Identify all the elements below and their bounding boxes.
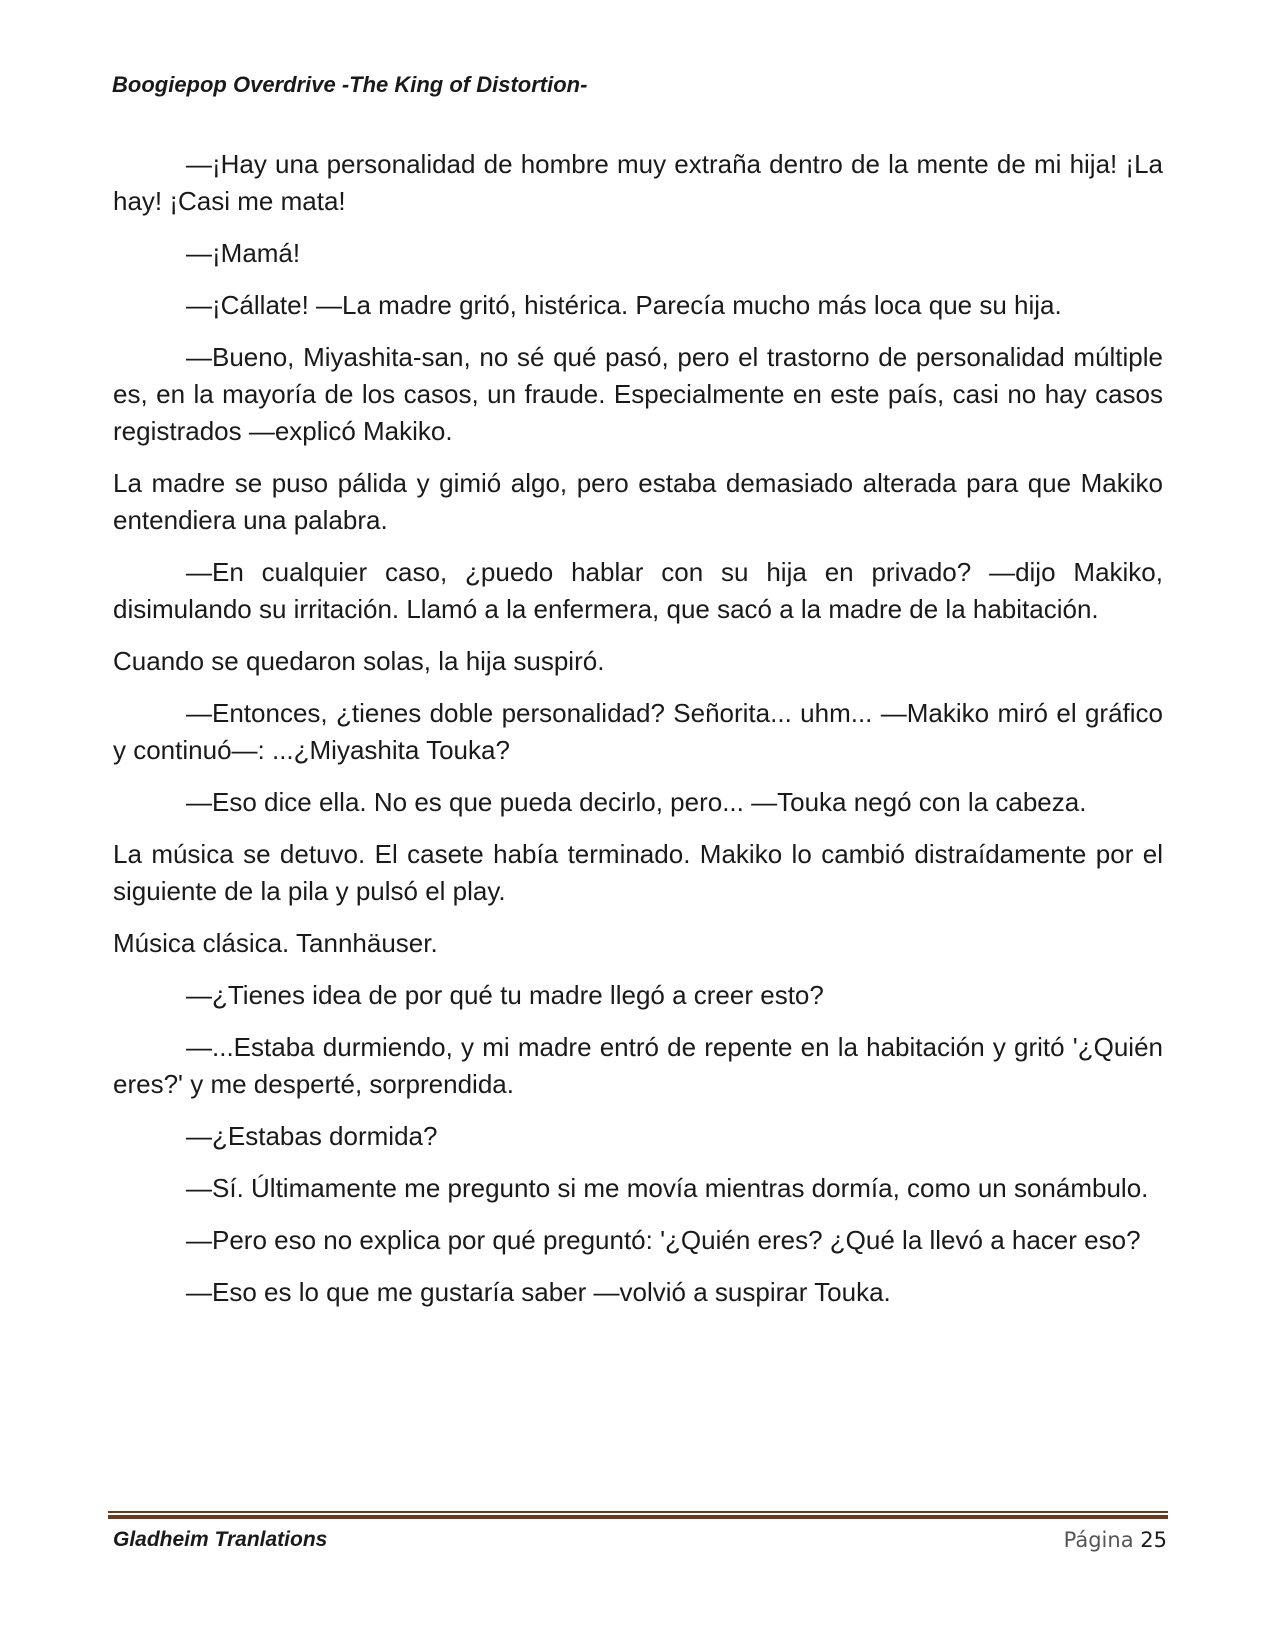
running-header-title: Boogiepop Overdrive -The King of Distortion- [112, 72, 588, 97]
paragraph: —¿Estabas dormida? [186, 1121, 438, 1151]
footer-divider [108, 1511, 1168, 1519]
paragraph: —¿Tienes idea de por qué tu madre llegó a creer esto? [186, 980, 824, 1010]
paragraph: Cuando se quedaron solas, la hija suspiró. [113, 646, 605, 676]
footer-publisher: Gladheim Tranlations [113, 1528, 328, 1551]
paragraph: —Eso dice ella. No es que pueda decirlo, pero... —Touka negó con la cabeza. [186, 787, 1087, 817]
paragraph: La madre se puso pálida y gimió algo, pero estaba demasiado alterada para que Makiko entendiera una palabra. [113, 468, 1163, 535]
page-label: Página [1063, 1528, 1134, 1552]
footer-divider-thin-line [108, 1511, 1168, 1513]
page-number: 25 [1140, 1528, 1167, 1552]
paragraph: —Pero eso no explica por qué preguntó: '¿Quién eres? ¿Qué la llevó a hacer eso? [186, 1225, 1141, 1255]
paragraph: —¡Hay una personalidad de hombre muy extraña dentro de la mente de mi hija! ¡La hay! ¡Casi me mata! [113, 149, 1163, 216]
paragraph: —¡Cállate! —La madre gritó, histérica. Parecía mucho más loca que su hija. [186, 290, 1062, 320]
footer-divider-thick-line [108, 1515, 1168, 1519]
paragraph: —Entonces, ¿tienes doble personalidad? Señorita... uhm... —Makiko miró el gráfico y continuó—: ...¿Miyashita Touka? [113, 698, 1163, 765]
paragraph: —¡Mamá! [186, 238, 301, 268]
paragraph: La música se detuvo. El casete había terminado. Makiko lo cambió distraídamente por el siguiente de la pila y pulsó el play. [113, 839, 1163, 906]
paragraph: —Bueno, Miyashita-san, no sé qué pasó, pero el trastorno de personalidad múltiple es, en la mayoría de los casos, un fraude. Especialmente en este país, casi no hay casos registrados —explicó Makiko. [113, 342, 1163, 446]
page-number-label [1064, 1528, 1167, 1552]
paragraph: Música clásica. Tannhäuser. [113, 928, 438, 958]
paragraph: —En cualquier caso, ¿puedo hablar con su hija en privado? —dijo Makiko, disimulando su irritación. Llamó a la enfermera, que sacó a la madre de la habitación. [113, 557, 1163, 624]
paragraph: —...Estaba durmiendo, y mi madre entró de repente en la habitación y gritó '¿Quién eres?' y me desperté, sorprendida. [113, 1032, 1163, 1099]
paragraph: —Eso es lo que me gustaría saber —volvió a suspirar Touka. [186, 1277, 891, 1307]
paragraph: —Sí. Últimamente me pregunto si me movía mientras dormía, como un sonámbulo. [186, 1173, 1149, 1203]
body-text [113, 146, 1163, 1326]
